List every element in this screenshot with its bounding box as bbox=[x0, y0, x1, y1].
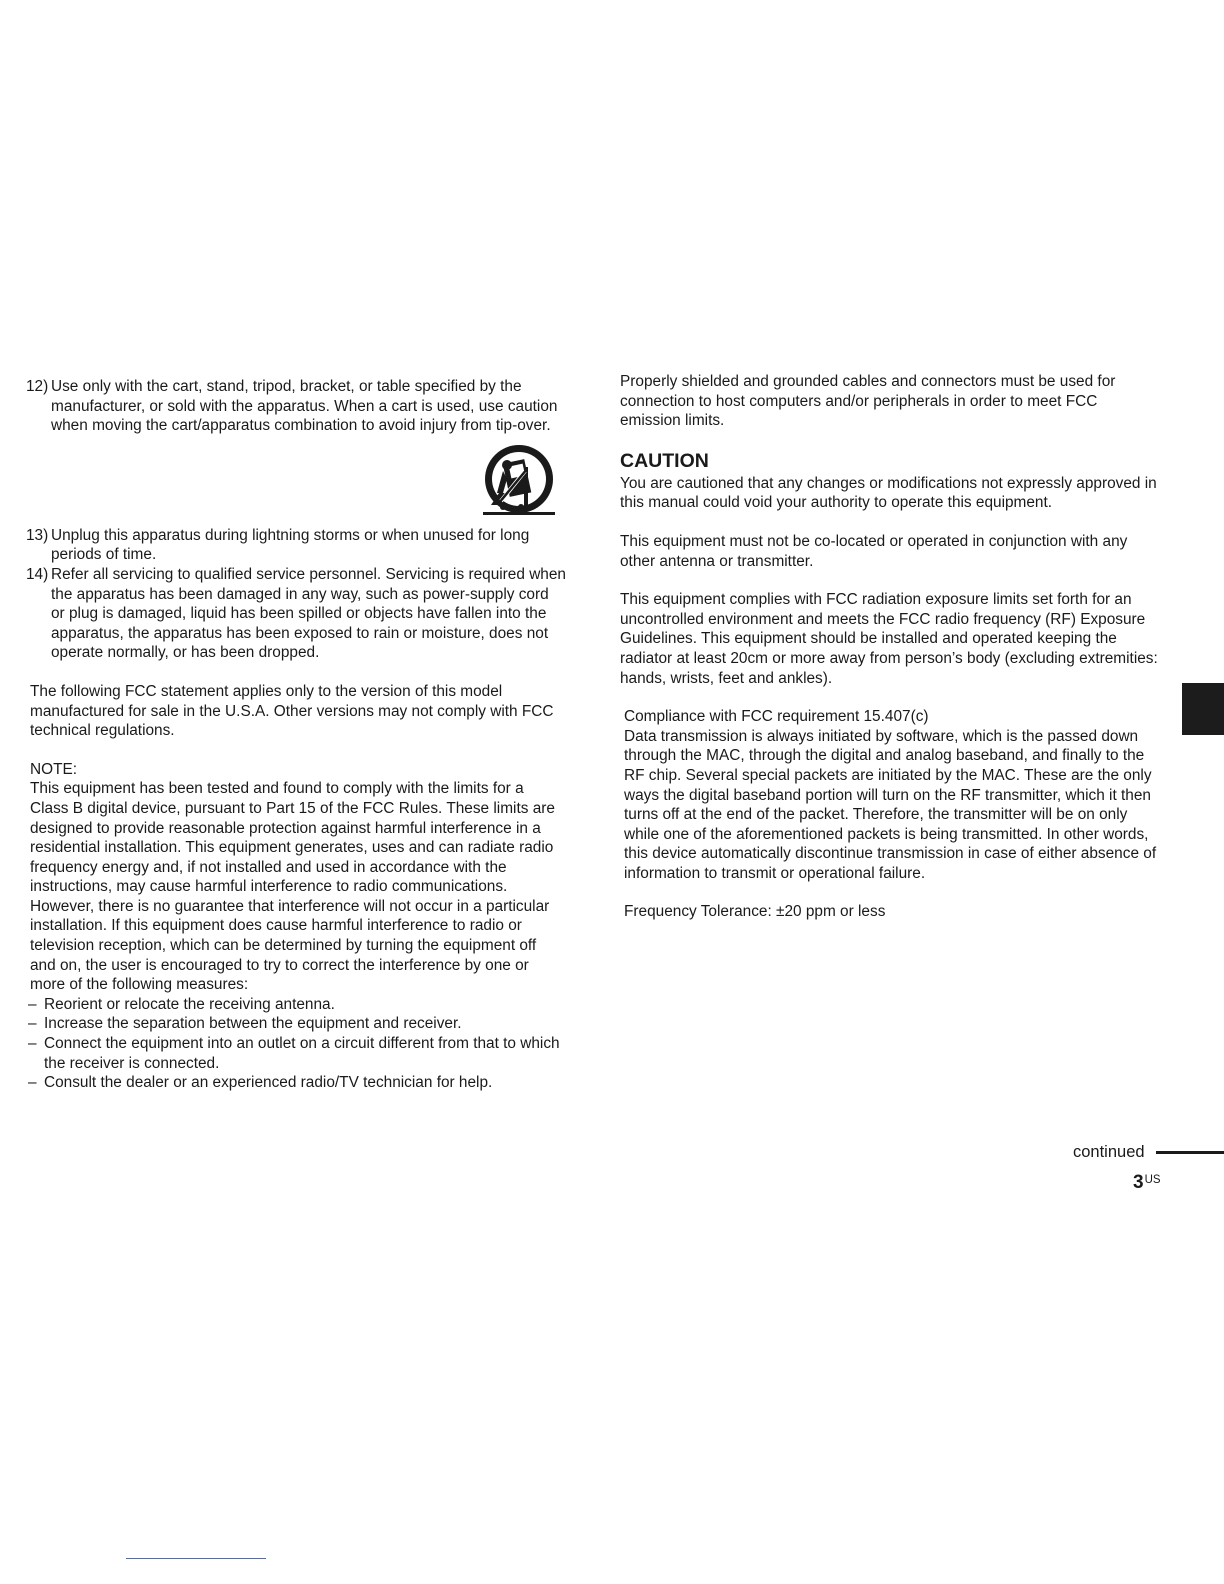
dash-bullet: – bbox=[28, 1074, 37, 1092]
item-number: 12) bbox=[26, 378, 49, 395]
item-text: Use only with the cart, stand, tripod, bracket, or table specified by the manufacturer, or sold with the apparatus. When a cart is used, use caution when moving the cart/apparatus combination to avoid injury from tip-over. bbox=[51, 378, 558, 435]
spacer bbox=[26, 741, 566, 760]
instruction-item-12 bbox=[26, 377, 566, 436]
spacer bbox=[620, 571, 1160, 590]
item-text: Refer all servicing to qualified service personnel. Servicing is required when the apparatus has been damaged in any way, such as power-supply cord or plug is damaged, liquid has been spilled or objects have fallen into the apparatus, the apparatus has been exposed to rain or moisture, does not operate normally, or has been dropped. bbox=[51, 565, 566, 662]
item-text: Unplug this apparatus during lightning storms or when unused for long periods of time. bbox=[51, 526, 530, 564]
compliance-heading: Compliance with FCC requirement 15.407(c) bbox=[624, 708, 929, 726]
page-number-suffix: US bbox=[1144, 1174, 1161, 1186]
instruction-item-13 bbox=[26, 526, 566, 565]
item-number: 13) bbox=[26, 526, 49, 544]
continued-label: continued bbox=[1073, 1143, 1145, 1161]
dash-bullet: – bbox=[28, 995, 37, 1013]
left-column bbox=[26, 377, 566, 1093]
frequency-tolerance: Frequency Tolerance: ±20 ppm or less bbox=[624, 903, 886, 921]
bottom-rule bbox=[126, 1558, 266, 1559]
note-label: NOTE: bbox=[30, 760, 78, 778]
cart-tip-over-warning-icon bbox=[481, 441, 557, 521]
fcc-statement: The following FCC statement applies only to the version of this model manufactured for sale in the U.S.A. Other versions may not comply with FCC technical regulations. bbox=[30, 682, 554, 740]
measure-item bbox=[26, 995, 566, 1015]
compliance-paragraph: Data transmission is always initiated by software, which is the passed down through the MAC, through the digital and analog baseband, and finally to the RF chip. Several special packets are initiated by the MAC. These are the only ways the digital baseband portion will turn on the RF transmitter, which it then turns off at the end of the packet. Therefore, the transmitter will be on only while one of the aforementioned packets is being transmitted. In other words, this device automatically discontinue transmission in case of either absence of information to transmit or operational failure. bbox=[624, 727, 1157, 882]
page-number-digit: 3 bbox=[1133, 1172, 1144, 1193]
colocation-paragraph: This equipment must not be co-located or operated in conjunction with any other antenna or transmitter. bbox=[620, 532, 1128, 570]
item-number: 14) bbox=[26, 565, 49, 583]
continued-rule bbox=[1156, 1151, 1224, 1154]
spacer bbox=[620, 513, 1160, 532]
right-column bbox=[620, 372, 1160, 922]
caution-paragraph: You are cautioned that any changes or modifications not expressly approved in this manual could void your authority to operate this equipment. bbox=[620, 474, 1157, 512]
spacer bbox=[620, 883, 1160, 902]
note-paragraph: This equipment has been tested and found to comply with the limits for a Class B digital device, pursuant to Part 15 of the FCC Rules. These limits are designed to provide reasonable protection against harmful interference in a residential installation. This equipment generates, uses and can radiate radio frequency energy and, if not installed and used in accordance with the instructions, may cause harmful interference to radio communications. bbox=[30, 780, 555, 896]
cart-warning-row bbox=[26, 436, 566, 526]
caution-heading: CAUTION bbox=[620, 449, 709, 472]
shielded-cables-paragraph: Properly shielded and grounded cables and connectors must be used for connection to host computers and/or peripherals in order to meet FCC emission limits. bbox=[620, 373, 1116, 430]
dash-bullet: – bbox=[28, 1035, 37, 1053]
measure-text: Increase the separation between the equipment and receiver. bbox=[44, 1015, 462, 1033]
note-paragraph: However, there is no guarantee that interference will not occur in a particular installation. If this equipment does cause harmful interference to radio or television reception, which can be determined by turning the equipment off and on, the user is encouraged to try to correct the interference by one or more of the following measures: bbox=[30, 897, 550, 994]
measure-text: Consult the dealer or an experienced radio/TV technician for help. bbox=[44, 1074, 493, 1092]
section-edge-tab bbox=[1182, 683, 1224, 735]
dash-bullet: – bbox=[28, 1015, 37, 1033]
measure-text: Reorient or relocate the receiving antenna. bbox=[44, 995, 335, 1013]
page-number bbox=[1133, 1168, 1161, 1195]
measure-item bbox=[26, 1073, 566, 1093]
measure-item bbox=[26, 1034, 566, 1073]
measure-text: Connect the equipment into an outlet on a circuit different from that to which the receiver is connected. bbox=[44, 1035, 560, 1072]
spacer bbox=[26, 663, 566, 682]
spacer bbox=[620, 688, 1160, 707]
measure-item bbox=[26, 1014, 566, 1034]
instruction-item-14 bbox=[26, 565, 566, 663]
rf-exposure-paragraph: This equipment complies with FCC radiation exposure limits set forth for an uncontrolled environment and meets the FCC radio frequency (RF) Exposure Guidelines. This equipment should be installed and operated keeping the radiator at least 20cm or more away from person’s body (excluding extremities: hands, wrists, feet and ankles). bbox=[620, 591, 1158, 687]
